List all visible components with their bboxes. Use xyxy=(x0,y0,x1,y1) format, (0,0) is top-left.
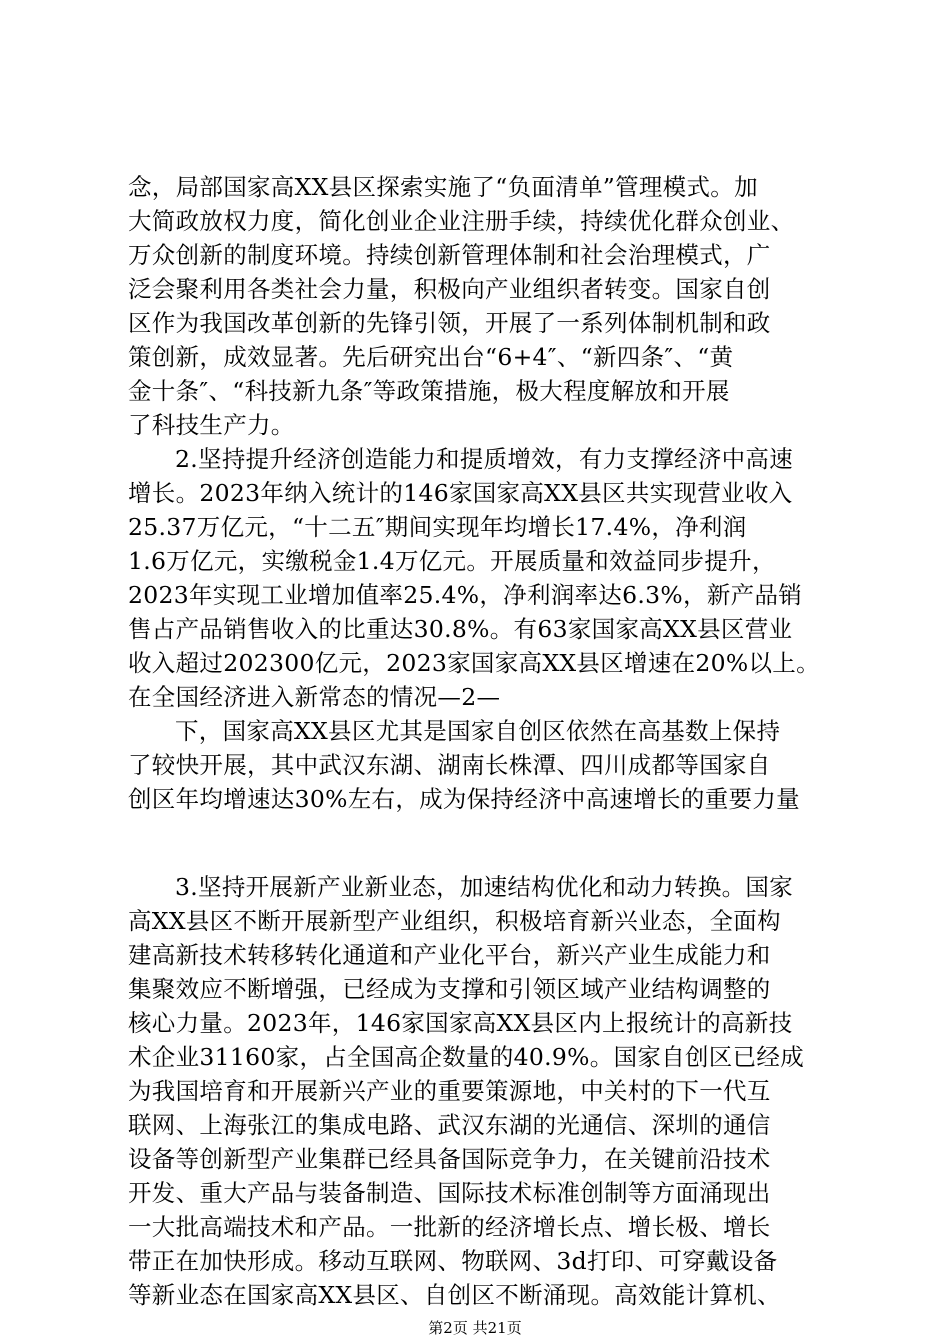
paragraph-4-line-12: 带正在加快形成。移动互联网、物联网、3d打印、可穿戴设备 xyxy=(128,1247,778,1275)
paragraph-1-line-6: 策创新，成效显著。先后研究出台“6+4″、“新四条″、“黄 xyxy=(128,343,734,371)
paragraph-3-line-2: 了较快开展，其中武汉东湖、湖南长株潭、四川成都等国家自 xyxy=(128,751,771,779)
paragraph-4-line-5: 核心力量。2023年，146家国家高XX县区内上报统计的高新技 xyxy=(128,1009,793,1037)
paragraph-2-line-3: 25.37万亿元，“十二五″期间实现年均增长17.4%，净利润 xyxy=(128,513,747,541)
paragraph-4-line-6: 术企业31160家，占全国高企数量的40.9%。国家自创区已经成 xyxy=(128,1043,805,1071)
paragraph-2-line-7: 收入超过202300亿元，2023家国家高XX县区增速在20%以上。 xyxy=(128,649,820,677)
page-number-footer: 第2页 共21页 xyxy=(428,1319,522,1337)
paragraph-1-line-7: 金十条″、“科技新九条″等政策措施，极大程度解放和开展 xyxy=(128,377,730,405)
paragraph-1-line-4: 泛会聚利用各类社会力量，积极向产业组织者转变。国家自创 xyxy=(128,275,771,303)
paragraph-3-line-1: 下，国家高XX县区尤其是国家自创区依然在高基数上保持 xyxy=(175,717,781,745)
paragraph-4-line-2: 高XX县区不断开展新型产业组织，积极培育新兴业态，全面构 xyxy=(128,907,781,935)
paragraph-4-line-8: 联网、上海张江的集成电路、武汉东湖的光通信、深圳的通信 xyxy=(128,1111,771,1139)
paragraph-4-line-4: 集聚效应不断增强，已经成为支撑和引领区域产业结构调整的 xyxy=(128,975,771,1003)
paragraph-4-line-3: 建高新技术转移转化通道和产业化平台，新兴产业生成能力和 xyxy=(128,941,771,969)
paragraph-1-line-8: 了科技生产力。 xyxy=(128,411,295,439)
paragraph-1-line-3: 万众创新的制度环境。持续创新管理体制和社会治理模式，广 xyxy=(128,241,771,269)
paragraph-1-line-1: 念，局部国家高XX县区探索实施了“负面清单”管理模式。加 xyxy=(128,173,758,201)
paragraph-1-line-5: 区作为我国改革创新的先锋引领，开展了一系列体制机制和政 xyxy=(128,309,771,337)
paragraph-1-line-2: 大简政放权力度，简化创业企业注册手续，持续优化群众创业、 xyxy=(128,207,795,235)
paragraph-2-line-8: 在全国经济进入新常态的情况—2— xyxy=(128,683,501,711)
paragraph-4-line-7: 为我国培育和开展新兴产业的重要策源地，中关村的下一代互 xyxy=(128,1077,771,1105)
paragraph-2-line-6: 售占产品销售收入的比重达30.8%。有63家国家高XX县区营业 xyxy=(128,615,793,643)
paragraph-2-line-1: 2.坚持提升经济创造能力和提质增效，有力支撑经济中高速 xyxy=(175,445,794,473)
paragraph-2-line-5: 2023年实现工业增加值率25.4%，净利润率达6.3%，新产品销 xyxy=(128,581,803,609)
paragraph-4-line-11: 一大批高端技术和产品。一批新的经济增长点、增长极、增长 xyxy=(128,1213,771,1241)
paragraph-2-line-2: 增长。2023年纳入统计的146家国家高XX县区共实现营业收入 xyxy=(128,479,793,507)
paragraph-4-line-1: 3.坚持开展新产业新业态，加速结构优化和动力转换。国家 xyxy=(175,873,794,901)
paragraph-4-line-13: 等新业态在国家高XX县区、自创区不断涌现。高效能计算机、 xyxy=(128,1281,781,1309)
paragraph-4-line-10: 开发、重大产品与装备制造、国际技术标准创制等方面涌现出 xyxy=(128,1179,771,1207)
paragraph-2-line-4: 1.6万亿元，实缴税金1.4万亿元。开展质量和效益同步提升， xyxy=(128,547,776,575)
paragraph-4-line-9: 设备等创新型产业集群已经具备国际竞争力，在关键前沿技术 xyxy=(128,1145,771,1173)
paragraph-3-line-3: 创区年均增速达30%左右，成为保持经济中高速增长的重要力量 xyxy=(128,785,800,813)
